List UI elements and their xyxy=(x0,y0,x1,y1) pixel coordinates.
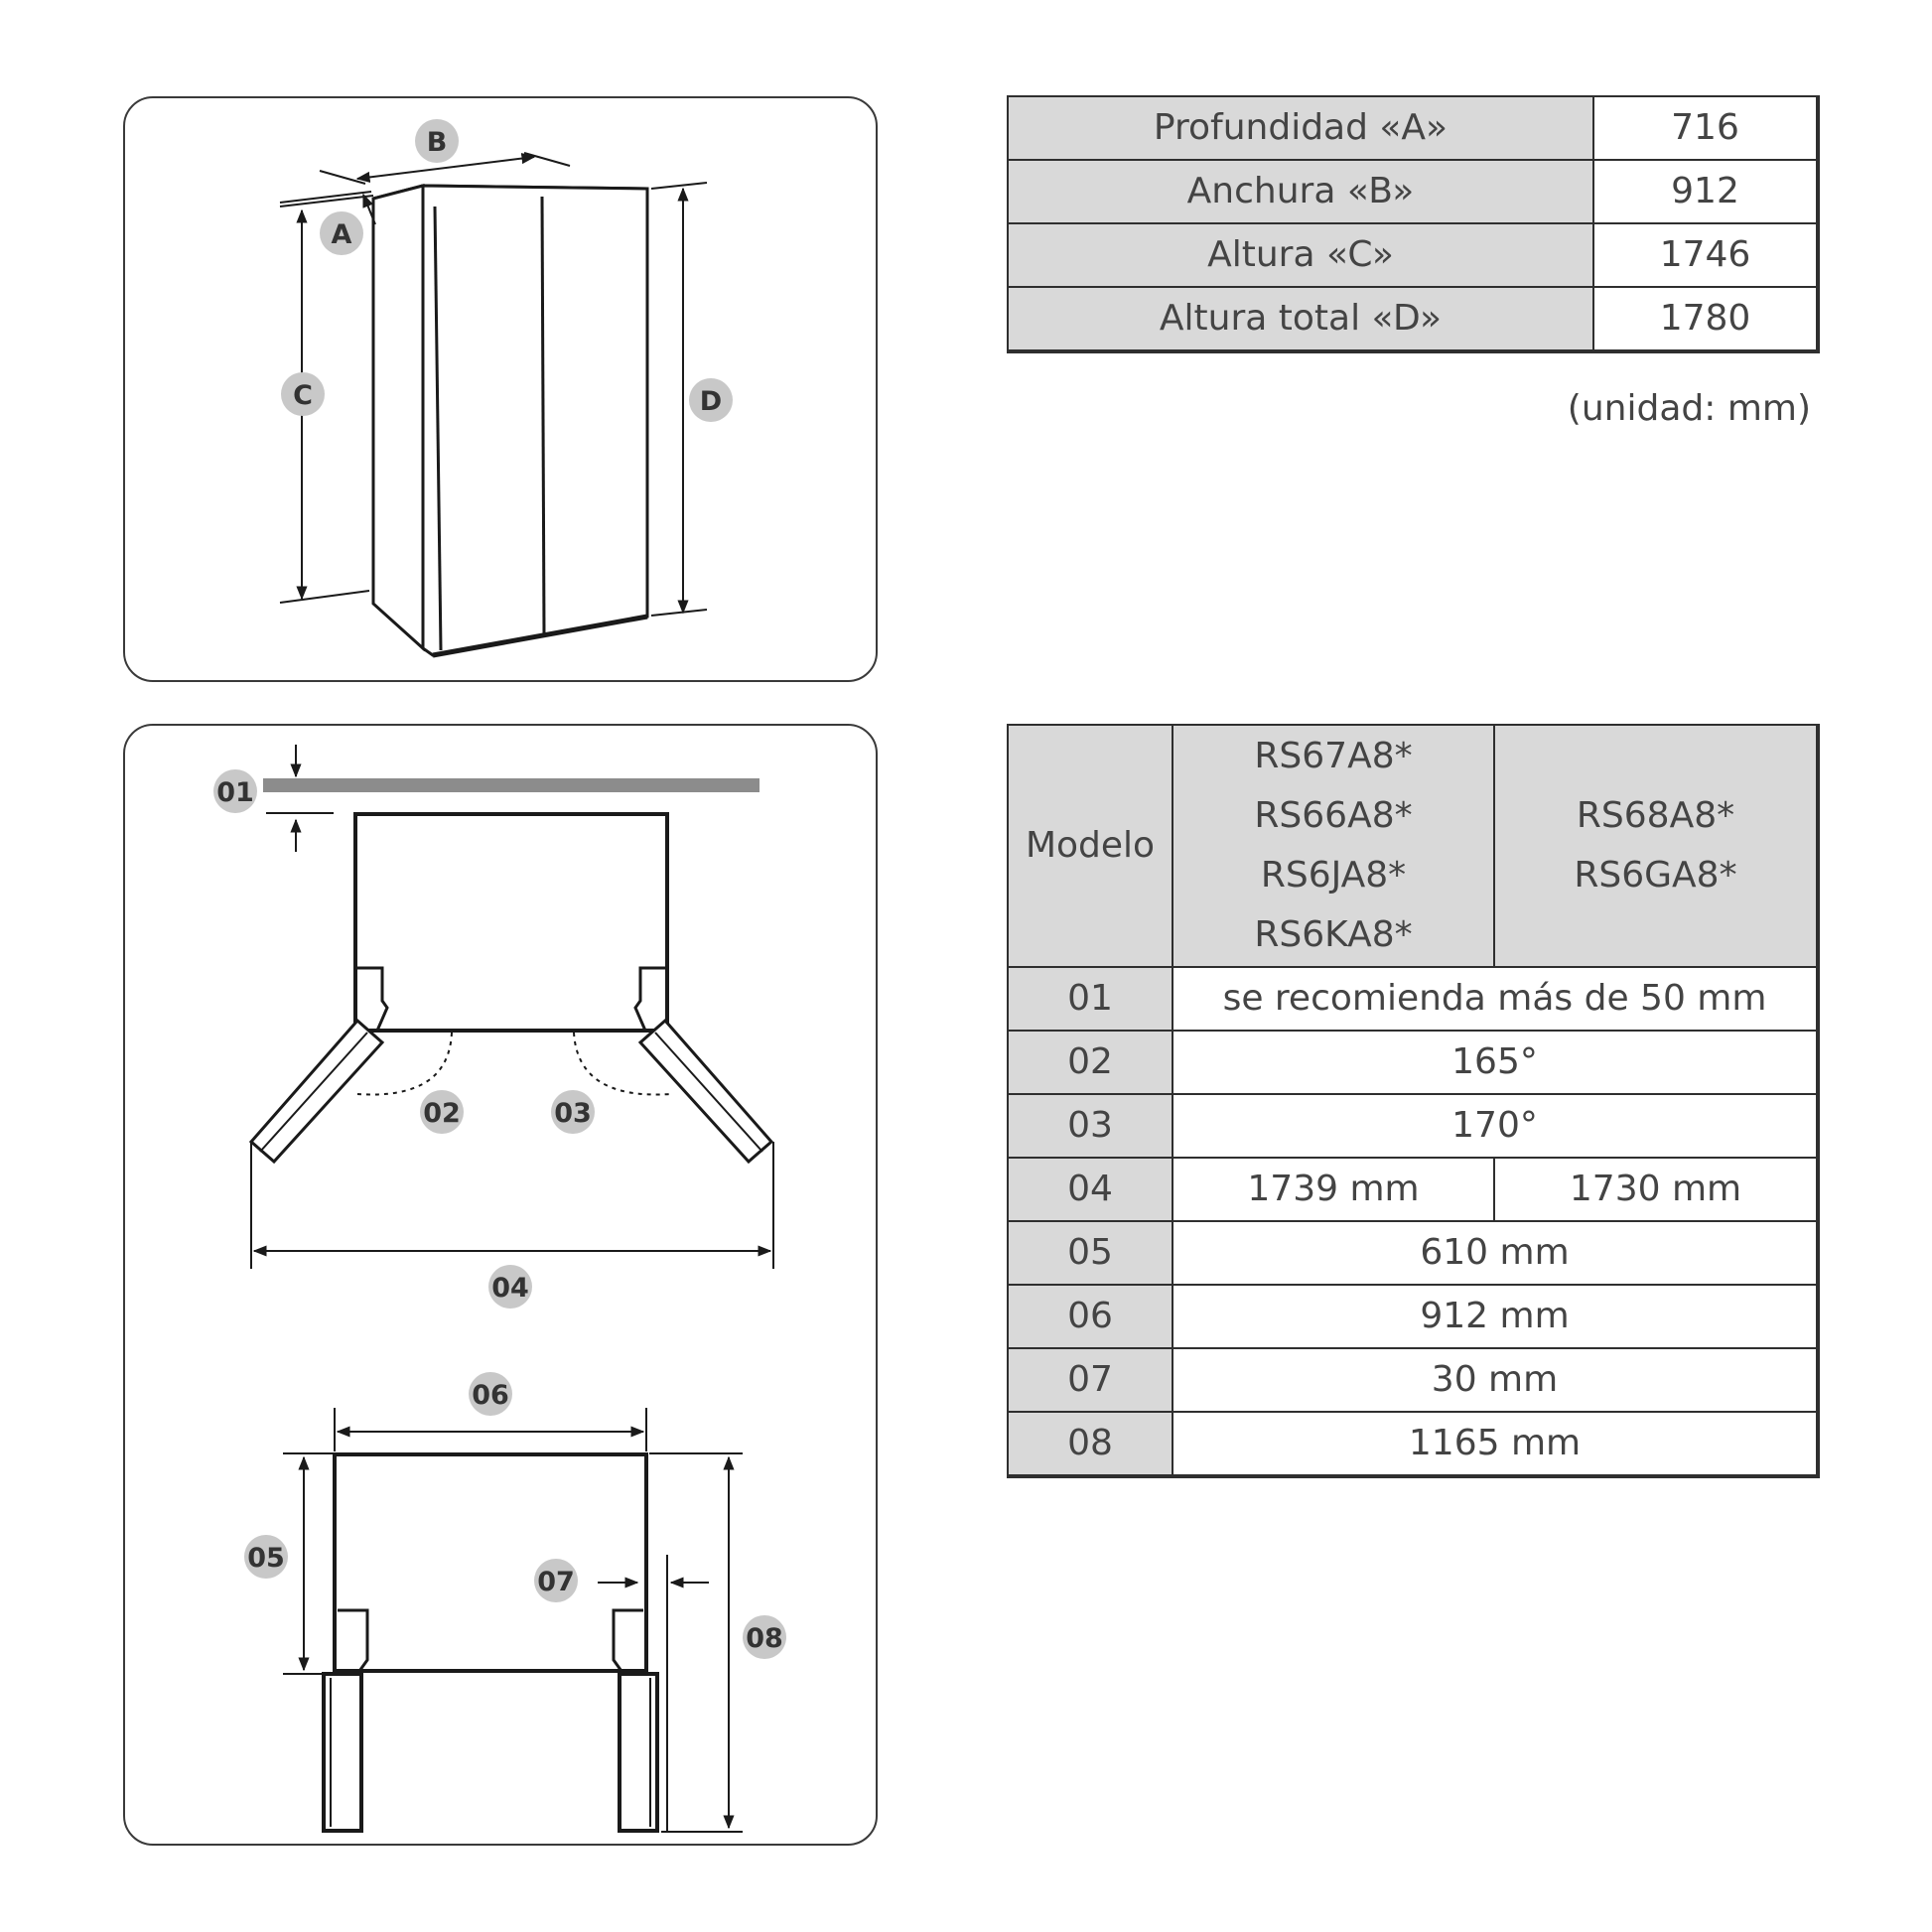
table-row xyxy=(1008,287,1818,351)
row-value: 610 mm xyxy=(1173,1221,1818,1285)
table-row xyxy=(1008,223,1818,287)
dimension-label: Anchura «B» xyxy=(1008,160,1593,223)
svg-text:03: 03 xyxy=(554,1098,592,1129)
dimension-value: 716 xyxy=(1593,96,1818,160)
dimensions-table xyxy=(1007,95,1820,353)
row-value: 165° xyxy=(1173,1031,1818,1094)
row-value-group-2: 1730 mm xyxy=(1494,1158,1818,1221)
model-name: RS67A8* xyxy=(1254,736,1413,776)
model-name: RS6JA8* xyxy=(1260,855,1407,896)
table-row xyxy=(1008,1285,1818,1348)
model-header: Modelo xyxy=(1008,725,1173,967)
clearance-table xyxy=(1007,724,1820,1478)
row-value: 1165 mm xyxy=(1173,1412,1818,1476)
badge-d xyxy=(689,378,733,422)
table-row xyxy=(1008,1031,1818,1094)
svg-text:02: 02 xyxy=(423,1098,461,1129)
table-row xyxy=(1008,1221,1818,1285)
table-row xyxy=(1008,1158,1818,1221)
row-code: 05 xyxy=(1008,1221,1173,1285)
model-name: RS6GA8* xyxy=(1574,855,1737,896)
table-row xyxy=(1008,160,1818,223)
wall xyxy=(263,778,759,792)
badge-04 xyxy=(488,1265,532,1309)
table-row xyxy=(1008,96,1818,160)
unit-note: (unidad: mm) xyxy=(1567,388,1811,429)
table-header-row xyxy=(1008,725,1818,967)
model-group-1 xyxy=(1173,725,1494,967)
svg-text:B: B xyxy=(426,127,448,158)
badge-08 xyxy=(743,1615,786,1659)
dimension-label: Altura «C» xyxy=(1008,223,1593,287)
row-code: 01 xyxy=(1008,967,1173,1031)
svg-text:05: 05 xyxy=(247,1543,285,1574)
badge-c xyxy=(281,372,325,416)
row-code: 03 xyxy=(1008,1094,1173,1158)
fridge-isometric-drawing xyxy=(373,186,647,655)
row-value: 170° xyxy=(1173,1094,1818,1158)
dimension-label: Profundidad «A» xyxy=(1008,96,1593,160)
svg-text:D: D xyxy=(699,386,723,417)
badge-05 xyxy=(244,1535,288,1579)
row-code: 07 xyxy=(1008,1348,1173,1412)
badge-06 xyxy=(469,1372,512,1416)
svg-text:C: C xyxy=(293,380,313,411)
door-open-top-view xyxy=(251,745,773,1269)
badge-03 xyxy=(551,1090,595,1134)
svg-text:01: 01 xyxy=(216,777,254,808)
row-value-group-1: 1739 mm xyxy=(1173,1158,1494,1221)
row-code: 02 xyxy=(1008,1031,1173,1094)
badge-b xyxy=(415,119,459,163)
table-row xyxy=(1008,1412,1818,1476)
table-row xyxy=(1008,967,1818,1031)
row-value: se recomienda más de 50 mm xyxy=(1173,967,1818,1031)
model-name: RS6KA8* xyxy=(1254,914,1413,955)
svg-text:A: A xyxy=(331,219,352,250)
row-value: 912 mm xyxy=(1173,1285,1818,1348)
model-name: RS68A8* xyxy=(1576,795,1735,836)
svg-text:06: 06 xyxy=(472,1380,509,1411)
dimension-value: 1780 xyxy=(1593,287,1818,351)
svg-text:07: 07 xyxy=(537,1567,575,1597)
table-row xyxy=(1008,1094,1818,1158)
svg-text:08: 08 xyxy=(746,1623,783,1654)
door-90-top-view xyxy=(283,1408,743,1833)
dimension-value: 1746 xyxy=(1593,223,1818,287)
row-code: 04 xyxy=(1008,1158,1173,1221)
row-value: 30 mm xyxy=(1173,1348,1818,1412)
badge-01 xyxy=(213,769,257,813)
row-code: 06 xyxy=(1008,1285,1173,1348)
table-row xyxy=(1008,1348,1818,1412)
badge-02 xyxy=(420,1090,464,1134)
badge-a xyxy=(320,211,363,255)
row-code: 08 xyxy=(1008,1412,1173,1476)
svg-text:04: 04 xyxy=(491,1273,529,1304)
model-group-2 xyxy=(1494,725,1818,967)
dimension-label: Altura total «D» xyxy=(1008,287,1593,351)
dimension-value: 912 xyxy=(1593,160,1818,223)
badge-07 xyxy=(534,1559,578,1602)
model-name: RS66A8* xyxy=(1254,795,1413,836)
